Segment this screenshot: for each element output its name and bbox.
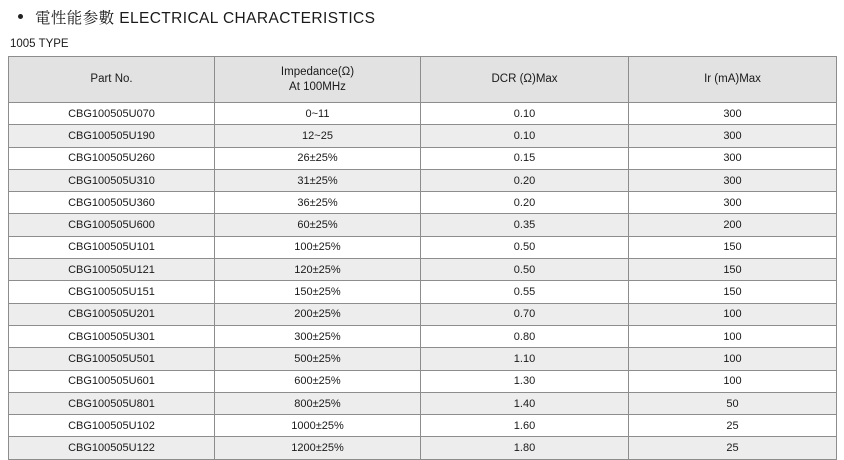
cell-impedance: 600±25% [215, 370, 421, 392]
cell-ir: 25 [629, 437, 837, 459]
cell-impedance: 0~11 [215, 103, 421, 125]
cell-ir: 150 [629, 281, 837, 303]
cell-ir: 300 [629, 147, 837, 169]
cell-part-no: CBG100505U360 [9, 192, 215, 214]
cell-dcr: 0.20 [421, 169, 629, 191]
column-header-impedance [215, 57, 421, 103]
column-header-dcr: DCR (Ω)Max [421, 57, 629, 103]
table-row [9, 392, 837, 414]
cell-part-no: CBG100505U102 [9, 415, 215, 437]
cell-dcr: 0.80 [421, 325, 629, 347]
cell-impedance: 1200±25% [215, 437, 421, 459]
table-row [9, 103, 837, 125]
cell-dcr: 1.40 [421, 392, 629, 414]
cell-dcr: 0.10 [421, 125, 629, 147]
cell-ir: 100 [629, 370, 837, 392]
cell-part-no: CBG100505U101 [9, 236, 215, 258]
cell-part-no: CBG100505U121 [9, 259, 215, 281]
table-row [9, 348, 837, 370]
cell-ir: 200 [629, 214, 837, 236]
table-subheading: 1005 TYPE [10, 38, 69, 50]
cell-impedance: 36±25% [215, 192, 421, 214]
cell-dcr: 0.15 [421, 147, 629, 169]
cell-part-no: CBG100505U151 [9, 281, 215, 303]
table-body [9, 103, 837, 460]
cell-ir: 150 [629, 259, 837, 281]
cell-dcr: 0.10 [421, 103, 629, 125]
cell-impedance: 1000±25% [215, 415, 421, 437]
cell-ir: 150 [629, 236, 837, 258]
table-row [9, 437, 837, 459]
page-title: 電性能参數 ELECTRICAL CHARACTERISTICS [35, 10, 376, 27]
cell-part-no: CBG100505U600 [9, 214, 215, 236]
cell-impedance: 60±25% [215, 214, 421, 236]
cell-dcr: 0.50 [421, 236, 629, 258]
cell-ir: 100 [629, 303, 837, 325]
cell-part-no: CBG100505U190 [9, 125, 215, 147]
cell-impedance: 500±25% [215, 348, 421, 370]
table-row [9, 214, 837, 236]
cell-part-no: CBG100505U601 [9, 370, 215, 392]
cell-dcr: 1.10 [421, 348, 629, 370]
cell-part-no: CBG100505U301 [9, 325, 215, 347]
cell-impedance: 150±25% [215, 281, 421, 303]
table-row [9, 259, 837, 281]
cell-part-no: CBG100505U122 [9, 437, 215, 459]
cell-part-no: CBG100505U310 [9, 169, 215, 191]
cell-impedance: 300±25% [215, 325, 421, 347]
cell-dcr: 0.20 [421, 192, 629, 214]
table-row [9, 415, 837, 437]
table-row [9, 147, 837, 169]
cell-impedance: 120±25% [215, 259, 421, 281]
cell-dcr: 1.30 [421, 370, 629, 392]
table-row [9, 125, 837, 147]
cell-part-no: CBG100505U801 [9, 392, 215, 414]
column-header-part-no: Part No. [9, 57, 215, 103]
cell-part-no: CBG100505U201 [9, 303, 215, 325]
section-heading [8, 6, 836, 28]
cell-dcr: 0.55 [421, 281, 629, 303]
cell-impedance: 200±25% [215, 303, 421, 325]
column-header-ir: Ir (mA)Max [629, 57, 837, 103]
cell-part-no: CBG100505U260 [9, 147, 215, 169]
column-header-impedance-line2: At 100MHz [289, 80, 346, 93]
cell-impedance: 800±25% [215, 392, 421, 414]
cell-dcr: 1.80 [421, 437, 629, 459]
cell-dcr: 1.60 [421, 415, 629, 437]
cell-ir: 300 [629, 169, 837, 191]
cell-ir: 50 [629, 392, 837, 414]
bullet-dot-icon [18, 14, 23, 19]
cell-part-no: CBG100505U501 [9, 348, 215, 370]
table-header [9, 57, 837, 103]
cell-dcr: 0.70 [421, 303, 629, 325]
cell-impedance: 26±25% [215, 147, 421, 169]
table-row [9, 370, 837, 392]
cell-ir: 100 [629, 348, 837, 370]
table-row [9, 236, 837, 258]
cell-ir: 100 [629, 325, 837, 347]
table-row [9, 192, 837, 214]
column-header-impedance-line1: Impedance(Ω) [280, 66, 355, 79]
table-header-row [9, 57, 837, 103]
table-row [9, 325, 837, 347]
cell-impedance: 12~25 [215, 125, 421, 147]
cell-ir: 300 [629, 125, 837, 147]
cell-ir: 300 [629, 103, 837, 125]
cell-part-no: CBG100505U070 [9, 103, 215, 125]
cell-ir: 300 [629, 192, 837, 214]
cell-dcr: 0.50 [421, 259, 629, 281]
table-row [9, 303, 837, 325]
cell-ir: 25 [629, 415, 837, 437]
electrical-characteristics-table [8, 56, 837, 460]
table-row [9, 281, 837, 303]
cell-dcr: 0.35 [421, 214, 629, 236]
cell-impedance: 100±25% [215, 236, 421, 258]
cell-impedance: 31±25% [215, 169, 421, 191]
table-row [9, 169, 837, 191]
